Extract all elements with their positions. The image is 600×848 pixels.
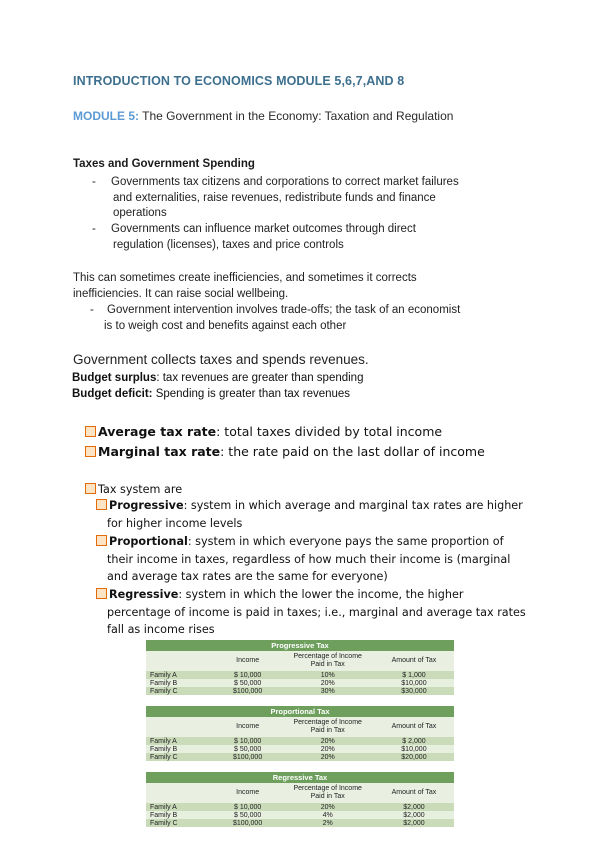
table-header: Income [214, 651, 282, 671]
checkbox-bullet-icon [96, 499, 107, 510]
progressive-definition: : system in which average and marginal tax rates are higher [183, 499, 523, 512]
list-item-line: is to weigh cost and benefits against each other [104, 319, 347, 332]
table-cell: $ 50,000 [214, 811, 282, 819]
table-cell: $10,000 [374, 679, 454, 687]
table-cell: $ 2,000 [374, 737, 454, 745]
table-row [146, 679, 454, 687]
table-cell: Family A [146, 803, 214, 811]
progressive-definition-line: for higher income levels [107, 516, 243, 530]
table-cell: 20% [282, 679, 374, 687]
checkbox-bullet-icon [85, 483, 96, 494]
table-row [146, 687, 454, 695]
section-heading-collects: Government collects taxes and spends revenues. [73, 352, 369, 367]
progressive-tax-table [146, 640, 454, 695]
table-title: Proportional Tax [146, 706, 454, 717]
average-tax-rate-term: Average tax rate [98, 424, 217, 439]
table-row [146, 753, 454, 761]
table-cell: 20% [282, 745, 374, 753]
marginal-tax-rate-item [85, 444, 485, 459]
dash-marker: - [90, 304, 94, 316]
table-row [146, 745, 454, 753]
regressive-definition: : system in which the lower the income, the higher [178, 588, 464, 601]
table-title: Progressive Tax [146, 640, 454, 651]
table-cell: Family B [146, 679, 214, 687]
progressive-item [96, 497, 526, 532]
table-cell: Family C [146, 819, 214, 827]
list-item-line: Governments can influence market outcomes through direct [111, 223, 416, 235]
table-header: Amount of Tax [374, 783, 454, 803]
table-header: Income [214, 783, 282, 803]
table-row [146, 811, 454, 819]
table-cell: $30,000 [374, 687, 454, 695]
paragraph [73, 270, 473, 302]
table-cell: Family C [146, 687, 214, 695]
paragraph-line: inefficiencies. It can raise social wellbeing. [73, 288, 289, 300]
paragraph-line: This can sometimes create inefficiencies, and sometimes it corrects [73, 272, 417, 284]
table-cell: Family A [146, 737, 214, 745]
list-item-line: operations [113, 207, 167, 219]
table-header: Percentage of Income Paid in Tax [282, 717, 374, 737]
document-title: INTRODUCTION TO ECONOMICS MODULE 5,6,7,AND 8 [73, 74, 405, 88]
marginal-tax-rate-definition: : the rate paid on the last dollar of income [220, 444, 485, 459]
table-row [146, 737, 454, 745]
tax-system-intro [85, 481, 182, 499]
proportional-tax-table [146, 706, 454, 761]
table-header: Income [214, 717, 282, 737]
marginal-tax-rate-term: Marginal tax rate [98, 444, 221, 459]
table-cell: $100,000 [214, 687, 282, 695]
table-row [146, 671, 454, 679]
table-cell: 30% [282, 687, 374, 695]
table-cell: $ 50,000 [214, 679, 282, 687]
budget-surplus-line [72, 372, 363, 384]
list-item-line: Government intervention involves trade-offs; the task of an economist [107, 304, 461, 316]
table-cell: Family C [146, 753, 214, 761]
table-cell: $2,000 [374, 811, 454, 819]
budget-surplus-definition: : tax revenues are greater than spending [156, 372, 364, 384]
checkbox-bullet-icon [96, 535, 107, 546]
table-cell: $10,000 [374, 745, 454, 753]
table-cell: Family B [146, 745, 214, 753]
table-cell: $2,000 [374, 819, 454, 827]
checkbox-bullet-icon [96, 588, 107, 599]
list-item-line: Governments tax citizens and corporations to correct market failures [111, 176, 459, 188]
table-cell: 20% [282, 803, 374, 811]
module-heading-text: The Government in the Economy: Taxation and Regulation [142, 109, 454, 123]
module-label: MODULE 5: [73, 109, 139, 123]
table-cell: 10% [282, 671, 374, 679]
table-cell: Family A [146, 671, 214, 679]
table-cell: $ 10,000 [214, 803, 282, 811]
table-cell: 2% [282, 819, 374, 827]
table-cell: Family B [146, 811, 214, 819]
table-title: Regressive Tax [146, 772, 454, 783]
tax-system-intro-text: Tax system are [98, 483, 183, 496]
table-cell: 4% [282, 811, 374, 819]
table-cell: $2,000 [374, 803, 454, 811]
table-cell: $ 1,000 [374, 671, 454, 679]
dash-marker: - [92, 176, 96, 188]
table-header: Amount of Tax [374, 651, 454, 671]
list-item-line: and externalities, raise revenues, redistribute funds and finance [113, 191, 436, 204]
list-item-line: regulation (licenses), taxes and price controls [113, 238, 344, 251]
proportional-definition-line: and average tax rates are the same for everyone) [107, 570, 388, 583]
table-header: Percentage of Income Paid in Tax [282, 783, 374, 803]
budget-deficit-definition: Spending is greater than tax revenues [152, 388, 351, 400]
proportional-item [96, 533, 526, 586]
checkbox-bullet-icon [85, 446, 96, 457]
table-cell: $100,000 [214, 753, 282, 761]
table-header [146, 651, 214, 671]
proportional-definition: : system in which everyone pays the same proportion of [187, 535, 504, 548]
module-heading [73, 108, 473, 124]
proportional-term: Proportional [109, 535, 188, 548]
proportional-definition-line: their income in taxes, regardless of how much their income is (marginal [107, 552, 511, 566]
table-cell: $ 10,000 [214, 737, 282, 745]
table-cell: 20% [282, 737, 374, 745]
table-cell: $ 10,000 [214, 671, 282, 679]
regressive-term: Regressive [109, 588, 179, 601]
table-cell: $ 50,000 [214, 745, 282, 753]
table-header: Amount of Tax [374, 717, 454, 737]
checkbox-bullet-icon [85, 426, 96, 437]
table-header [146, 717, 214, 737]
dash-marker: - [92, 223, 96, 235]
table-row [146, 819, 454, 827]
budget-deficit-line [72, 388, 350, 400]
average-tax-rate-definition: : total taxes divided by total income [216, 424, 443, 439]
average-tax-rate-item [85, 424, 442, 439]
budget-surplus-term: Budget surplus [72, 372, 157, 384]
table-cell: $100,000 [214, 819, 282, 827]
table-cell: 20% [282, 753, 374, 761]
section-heading-taxes: Taxes and Government Spending [73, 158, 255, 170]
table-cell: $20,000 [374, 753, 454, 761]
regressive-item [96, 586, 526, 639]
table-header [146, 783, 214, 803]
table-header: Percentage of Income Paid in Tax [282, 651, 374, 671]
budget-deficit-term: Budget deficit: [72, 388, 153, 400]
regressive-definition-line: percentage of income is paid in taxes; i.e., marginal and average tax rates [107, 605, 526, 619]
regressive-definition-line: fall as income rises [107, 623, 215, 636]
table-row [146, 803, 454, 811]
regressive-tax-table [146, 772, 454, 827]
progressive-term: Progressive [109, 499, 184, 512]
